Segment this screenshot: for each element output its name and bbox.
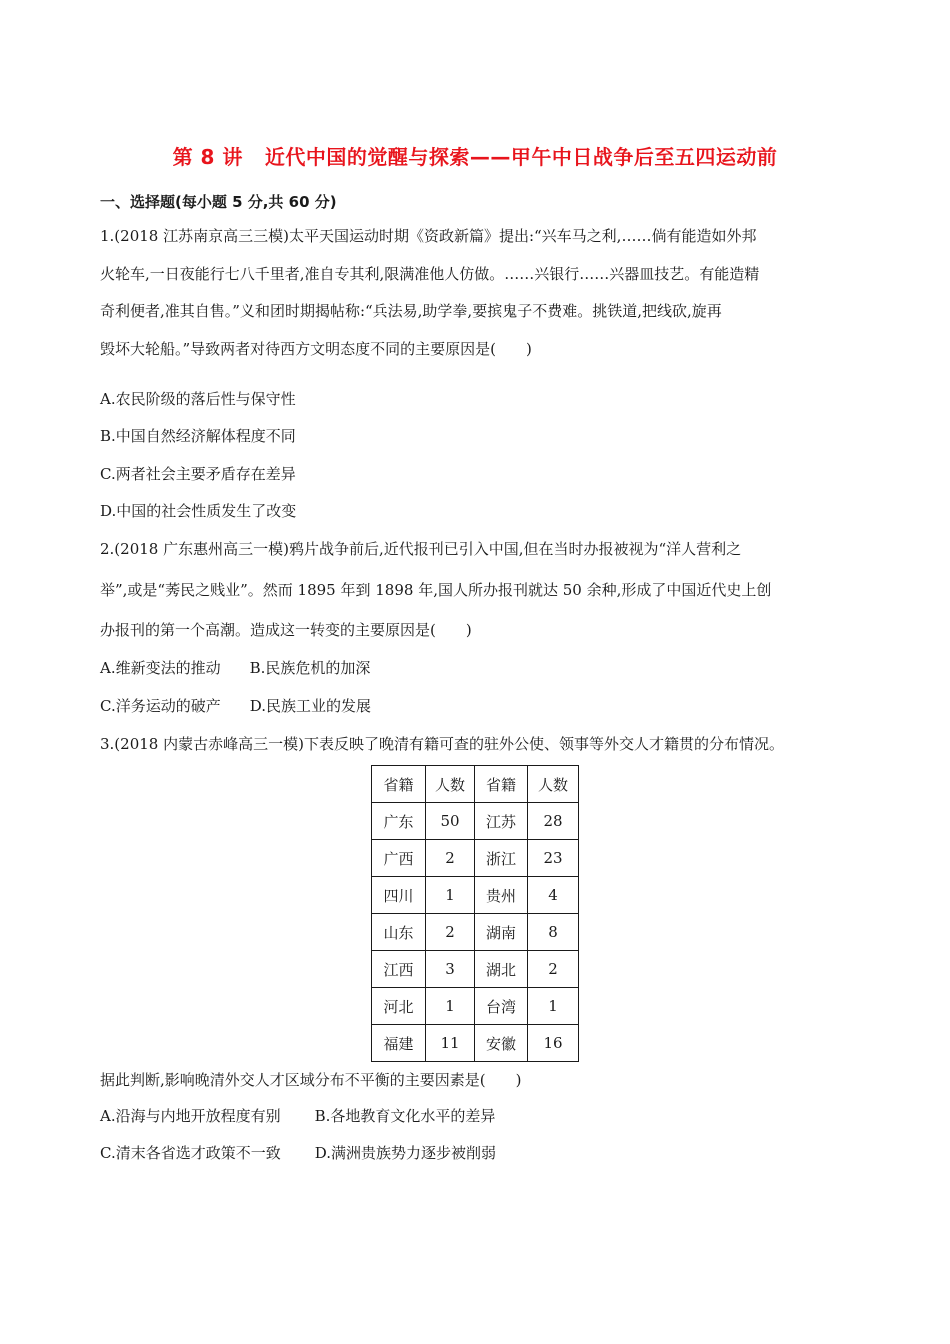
q3-option-a[interactable]: A.沿海与内地开放程度有别 (100, 1107, 281, 1125)
table-row (372, 840, 579, 877)
table-header: 人数 (426, 766, 475, 803)
q1-stem-line: 毁坏大轮船。”导致两者对待西方文明态度不同的主要原因是( ) (100, 340, 532, 358)
q3-options-row (100, 1106, 495, 1126)
table-cell: 安徽 (475, 1025, 528, 1062)
table-cell: 2 (426, 840, 475, 877)
q3-question: 据此判断,影响晚清外交人才区域分布不平衡的主要因素是( ) (100, 1071, 522, 1089)
q2-stem-line: 办报刊的第一个高潮。造成这一转变的主要原因是( ) (100, 621, 472, 639)
table-cell: 广东 (372, 803, 426, 840)
q1-option-b[interactable]: B.中国自然经济解体程度不同 (100, 427, 296, 445)
q1-option-a[interactable]: A.农民阶级的落后性与保守性 (100, 390, 296, 408)
table-row (372, 803, 579, 840)
table-cell: 湖北 (475, 951, 528, 988)
table-cell: 23 (528, 840, 579, 877)
q2-option-d[interactable]: D.民族工业的发展 (249, 697, 371, 715)
q1-option-c[interactable]: C.两者社会主要矛盾存在差异 (100, 465, 296, 483)
table-cell: 台湾 (475, 988, 528, 1025)
table-cell: 16 (528, 1025, 579, 1062)
page-title (0, 141, 950, 170)
q2-option-a[interactable]: A.维新变法的推动 (100, 659, 221, 677)
q2-option-c[interactable]: C.洋务运动的破产 (100, 697, 221, 715)
table-cell: 50 (426, 803, 475, 840)
table-header-row (372, 766, 579, 803)
table-cell: 贵州 (475, 877, 528, 914)
table-header: 省籍 (372, 766, 426, 803)
table-header: 省籍 (475, 766, 528, 803)
q2-stem-line: 举”,或是“莠民之贱业”。然而 1895 年到 1898 年,国人所办报刊就达 50 余种,形成了中国近代史上创 (100, 581, 772, 599)
table-cell: 1 (426, 877, 475, 914)
q3-options-row (100, 1143, 496, 1163)
q3-stem-line: 3.(2018 内蒙古赤峰高三一模)下表反映了晚清有籍可查的驻外公使、领事等外交人才籍贯的分布情况。 (100, 735, 784, 753)
table-cell: 2 (528, 951, 579, 988)
table-cell: 四川 (372, 877, 426, 914)
table-row (372, 951, 579, 988)
q2-options-row (100, 696, 371, 716)
table-row (372, 914, 579, 951)
section-heading: 一、选择题(每小题 5 分,共 60 分) (100, 193, 337, 211)
table-cell: 11 (426, 1025, 475, 1062)
table-cell: 2 (426, 914, 475, 951)
q3-option-b[interactable]: B.各地教育文化水平的差异 (314, 1107, 496, 1125)
table-cell: 江西 (372, 951, 426, 988)
q1-option-d[interactable]: D.中国的社会性质发生了改变 (100, 502, 297, 520)
table-cell: 河北 (372, 988, 426, 1025)
table-cell: 4 (528, 877, 579, 914)
table-cell: 8 (528, 914, 579, 951)
lecture-title: 近代中国的觉醒与探索——甲午中日战争后至五四运动前 (264, 145, 778, 169)
table-cell: 浙江 (475, 840, 528, 877)
table-row (372, 988, 579, 1025)
table-cell: 1 (528, 988, 579, 1025)
table-cell: 广西 (372, 840, 426, 877)
lecture-number: 第 8 讲 (172, 145, 243, 169)
q1-stem-line: 火轮车,一日夜能行七八千里者,准自专其利,限满准他人仿做。……兴银行……兴器皿技艺。有能造精 (100, 265, 760, 283)
table-cell: 湖南 (475, 914, 528, 951)
table-cell: 山东 (372, 914, 426, 951)
q3-option-c[interactable]: C.清末各省选才政策不一致 (100, 1144, 281, 1162)
q2-stem-line: 2.(2018 广东惠州高三一模)鸦片战争前后,近代报刊已引入中国,但在当时办报被视为“洋人营利之 (100, 540, 742, 558)
table-cell: 28 (528, 803, 579, 840)
table-row (372, 877, 579, 914)
q3-option-d[interactable]: D.满洲贵族势力逐步被削弱 (314, 1144, 496, 1162)
table-cell: 福建 (372, 1025, 426, 1062)
diplomat-origin-table (371, 765, 579, 1062)
table-cell: 1 (426, 988, 475, 1025)
q1-stem-line: 1.(2018 江苏南京高三三模)太平天国运动时期《资政新篇》提出:“兴车马之利,……倘有能造如外邦 (100, 227, 757, 245)
table-cell: 3 (426, 951, 475, 988)
q2-options-row (100, 658, 370, 678)
table-cell: 江苏 (475, 803, 528, 840)
table-row (372, 1025, 579, 1062)
q1-stem-line: 奇利便者,准其自售。”义和团时期揭帖称:“兵法易,助学拳,要摈鬼子不费难。挑铁道,把线砍,旋再 (100, 302, 722, 320)
q2-option-b[interactable]: B.民族危机的加深 (249, 659, 371, 677)
table-header: 人数 (528, 766, 579, 803)
